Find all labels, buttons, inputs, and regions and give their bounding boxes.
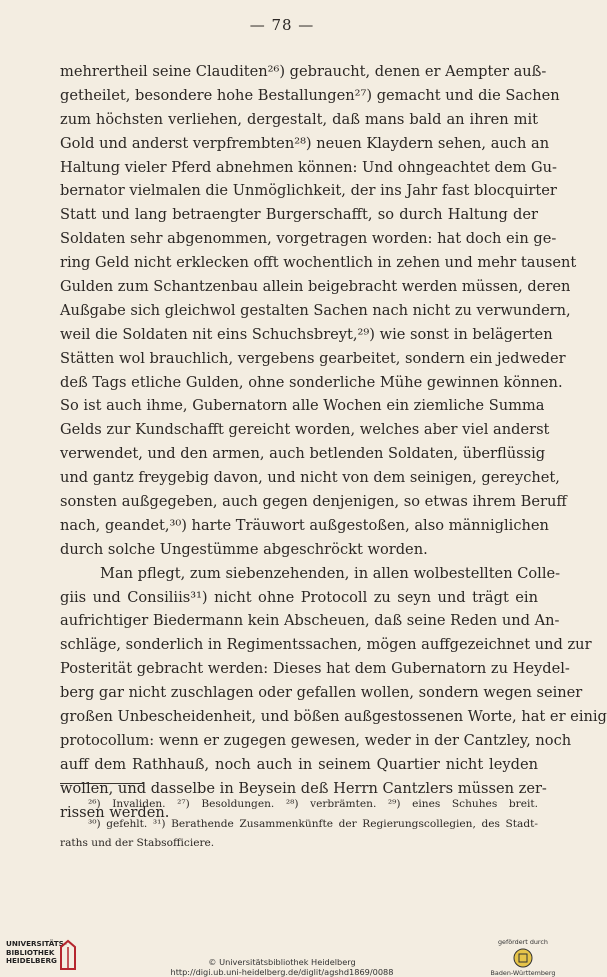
source-url-link[interactable]: http://digi.ub.uni-heidelberg.de/diglit/agshd1869/0088 bbox=[170, 966, 394, 977]
sponsor-label: gefördert durch bbox=[498, 938, 548, 946]
text-line: deß Tags etliche Gulden, ohne sonderliche Mühe gewinnen können. bbox=[60, 373, 563, 391]
footnote-line: raths und der Stabsofficiere. bbox=[60, 837, 215, 849]
text-line: Haltung vieler Pferd abnehmen können: Und ohngeachtet dem Gu- bbox=[60, 158, 557, 176]
footnotes bbox=[60, 795, 538, 854]
text-line: Gulden zum Schantzenbau allein beigebracht werden müssen, deren bbox=[60, 278, 571, 296]
copyright-text: © Universitätsbibliothek Heidelberg bbox=[208, 957, 356, 967]
library-logo-line: HEIDELBERG bbox=[6, 956, 57, 966]
text-line: aufrichtiger Biedermann kein Abscheuen, daß seine Reden und An- bbox=[60, 612, 560, 630]
page-number: — 78 — bbox=[249, 16, 315, 34]
text-line: ring Geld nicht erklecken offt wochentlich in zehen und mehr tausent bbox=[60, 254, 577, 272]
text-line: Außgabe sich gleichwol gestalten Sachen nach nicht zu verwundern, bbox=[60, 301, 571, 319]
text-line: Statt und lang betraengter Burgerschafft, so durch Haltung der bbox=[60, 206, 538, 224]
state-emblem-icon bbox=[513, 948, 533, 968]
sponsor-block bbox=[488, 938, 558, 977]
text-line: Posterität gebracht werden: Dieses hat dem Gubernatorn zu Heydel- bbox=[60, 660, 570, 678]
library-logo-line: BIBLIOTHEK bbox=[6, 947, 55, 957]
footnote-divider bbox=[60, 783, 144, 784]
text-line: rissen werden. bbox=[60, 803, 170, 821]
text-line: mehrertheil seine Clauditen²⁶) gebraucht, denen er Aempter auß- bbox=[60, 63, 547, 80]
text-line: weil die Soldaten nit eins Schuchsbreyt,²⁹) wie sonst in belägerten bbox=[60, 325, 553, 343]
text-line: giis und Consiliis³¹) nicht ohne Protocoll zu seyn und trägt ein bbox=[60, 588, 538, 606]
text-line: berg gar nicht zuschlagen oder gefallen wollen, sondern wegen seiner bbox=[60, 684, 583, 702]
body-text bbox=[60, 60, 607, 825]
footnote-line: ²⁶) Invaliden. ²⁷) Besoldungen. ²⁸) verbrämten. ²⁹) eines Schuhes breit. bbox=[88, 798, 538, 810]
footnote-line: ³⁰) gefehlt. ³¹) Berathende Zusammenkünfte der Regierungscollegien, des Stadt- bbox=[88, 817, 538, 830]
text-line: und gantz freygebig davon, und nicht von dem seinigen, gereychet, bbox=[60, 469, 560, 487]
page-footer bbox=[0, 936, 564, 977]
text-line: nach, geandet,³⁰) harte Träuwort außgestoßen, also männiglichen bbox=[60, 516, 549, 534]
text-line: durch solche Ungestümme abgeschröckt worden. bbox=[60, 540, 428, 558]
sponsor-name: Baden-Württemberg bbox=[490, 969, 556, 977]
text-line: protocollum: wenn er zugegen gewesen, weder in der Cantzley, noch bbox=[60, 731, 572, 749]
text-line: wollen, und dasselbe in Beysein deß Herrn Cantzlers müssen zer- bbox=[60, 779, 547, 797]
footer-credits bbox=[0, 958, 564, 977]
text-line: Gelds zur Kundschafft gereicht worden, welches aber viel anderst bbox=[60, 421, 550, 439]
text-line: schläge, sonderlich in Regimentssachen, mögen auffgezeichnet und zur bbox=[60, 636, 592, 654]
text-line: bernator vielmalen die Unmöglichkeit, der ins Jahr fast blocquirter bbox=[60, 182, 557, 200]
text-line: großen Unbescheidenheit, und bößen außgestossenen Worte, hat er einig bbox=[60, 708, 607, 726]
text-line: sonsten außgegeben, auch gegen denjenigen, so etwas ihrem Beruff bbox=[60, 493, 567, 511]
text-line: Stätten wol brauchlich, vergebens gearbeitet, sondern ein jedweder bbox=[60, 349, 566, 367]
text-line: getheilet, besondere hohe Bestallungen²⁷) gemacht und die Sachen bbox=[60, 86, 560, 104]
text-line: Man pflegt, zum siebenzehenden, in allen wolbestellten Colle- bbox=[100, 564, 561, 582]
text-line: Soldaten sehr abgenommen, vorgetragen worden: hat doch ein ge- bbox=[60, 230, 557, 248]
library-logo-line: UNIVERSITÄTS- bbox=[6, 939, 67, 948]
text-line: So ist auch ihme, Gubernatorn alle Wochen ein ziemliche Summa bbox=[60, 397, 545, 415]
text-line: zum höchsten verliehen, dergestalt, daß mans bald an ihren mit bbox=[60, 110, 538, 128]
text-line: auff dem Rathhauß, noch auch in seinem Quartier nicht leyden bbox=[60, 755, 538, 773]
text-line: Gold und anderst verpfrembten²⁸) neuen Klaydern sehen, auch an bbox=[60, 134, 550, 152]
text-line: verwendet, und den armen, auch betlenden Soldaten, überflüssig bbox=[60, 445, 546, 463]
